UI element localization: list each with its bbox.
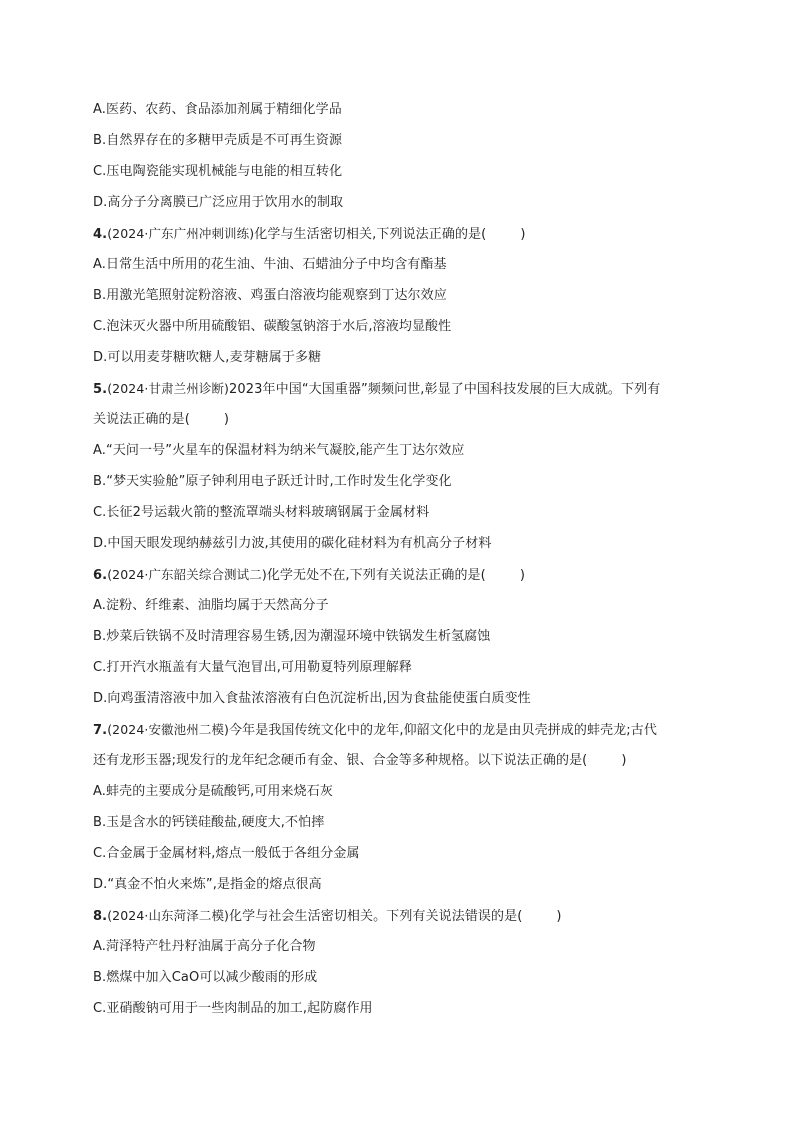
question-text: 今年是我国传统文化中的龙年,仰韶文化中的龙是由贝壳拼成的蚌壳龙;古代 (229, 723, 657, 738)
option-line: D.可以用麦芽糖吹糖人,麦芽糖属于多糖 (93, 350, 322, 365)
question-number: 4. (93, 227, 108, 242)
question-stem (93, 714, 713, 745)
question-text: 2023年中国“大国重器”频频问世,彰显了中国科技发展的巨大成就。下列有 (229, 382, 661, 397)
option-line: B.炒菜后铁锅不及时清理容易生锈,因为潮湿环境中铁锅发生析氢腐蚀 (93, 629, 491, 644)
option-line: C.合金属于金属材料,熔点一般低于各组分金属 (93, 846, 360, 861)
question-source: (2024·广东广州冲刺训练) (107, 226, 255, 241)
option-line: D.“真金不怕火来炼”,是指金的熔点很高 (93, 877, 322, 892)
option-line: C.亚硝酸钠可用于一些肉制品的加工,起防腐作用 (93, 1001, 373, 1016)
option-line: B.“梦天实验舱”原子钟利用电子跃迁计时,工作时发生化学变化 (93, 474, 452, 489)
option-line: B.用激光笔照射淀粉溶液、鸡蛋白溶液均能观察到丁达尔效应 (93, 288, 447, 303)
question-text: 化学无处不在,下列有关说法正确的是( (266, 568, 486, 583)
option-line: B.玉是含水的钙镁硅酸盐,硬度大,不怕摔 (93, 815, 325, 830)
question-stem-continued (93, 404, 713, 435)
question-text: 化学与社会生活密切相关。下列有关说法错误的是( (229, 909, 523, 924)
option-line: C.打开汽水瓶盖有大量气泡冒出,可用勒夏特列原理解释 (93, 660, 412, 675)
question-text: 关说法正确的是( (93, 412, 190, 427)
answer-paren-close: ) (223, 412, 230, 427)
answer-paren-close: ) (621, 753, 627, 768)
option-line: D.向鸡蛋清溶液中加入食盐浓溶液有白色沉淀析出,因为食盐能使蛋白质变性 (93, 691, 531, 706)
option-line: D.高分子分离膜已广泛应用于饮用水的制取 (93, 195, 344, 210)
option-line: A.蚌壳的主要成分是硫酸钙,可用来烧石灰 (93, 784, 333, 799)
option-line: B.自然界存在的多糖甲壳质是不可再生资源 (93, 133, 343, 148)
answer-paren-close: ) (556, 909, 562, 924)
option-line: D.中国天眼发现纳赫兹引力波,其使用的碳化硅材料为有机高分子材料 (93, 536, 492, 551)
option-line: B.燃煤中加入CaO可以减少酸雨的形成 (93, 970, 318, 985)
option-line: A.淀粉、纤维素、油脂均属于天然高分子 (93, 598, 329, 613)
question-number: 7. (93, 723, 108, 738)
question-list (93, 94, 713, 1024)
question-stem-continued (93, 745, 713, 776)
answer-paren-close: ) (519, 568, 526, 583)
question-source: (2024·甘肃兰州诊断) (107, 381, 230, 396)
option-line: A.“天问一号”火星车的保温材料为纳米气凝胶,能产生丁达尔效应 (93, 443, 465, 458)
option-line: A.医药、农药、食品添加剂属于精细化学品 (93, 102, 342, 117)
option-line: A.日常生活中所用的花生油、牛油、石蜡油分子中均含有酯基 (93, 257, 447, 272)
question-stem (93, 559, 713, 590)
option-line: C.泡沫灭火器中所用硫酸铝、碳酸氢钠溶于水后,溶液均显酸性 (93, 319, 452, 334)
question-number: 5. (93, 382, 108, 397)
answer-paren-close: ) (520, 227, 526, 242)
option-line: C.压电陶瓷能实现机械能与电能的相互转化 (93, 164, 343, 179)
question-source: (2024·山东菏泽二模) (107, 908, 230, 923)
question-source: (2024·广东韶关综合测试二) (107, 567, 267, 582)
option-line: A.菏泽特产牡丹籽油属于高分子化合物 (93, 939, 316, 954)
question-stem (93, 373, 713, 404)
question-text: 还有龙形玉器;现发行的龙年纪念硬币有金、银、合金等多种规格。以下说法正确的是( (93, 753, 588, 768)
question-stem (93, 218, 713, 249)
option-line: C.长征2号运载火箭的整流罩端头材料玻璃钢属于金属材料 (93, 505, 430, 520)
question-number: 8. (93, 909, 108, 924)
question-stem (93, 900, 713, 931)
question-number: 6. (93, 568, 108, 583)
question-source: (2024·安徽池州二模) (107, 722, 230, 737)
question-text: 化学与生活密切相关,下列说法正确的是( (254, 227, 487, 242)
